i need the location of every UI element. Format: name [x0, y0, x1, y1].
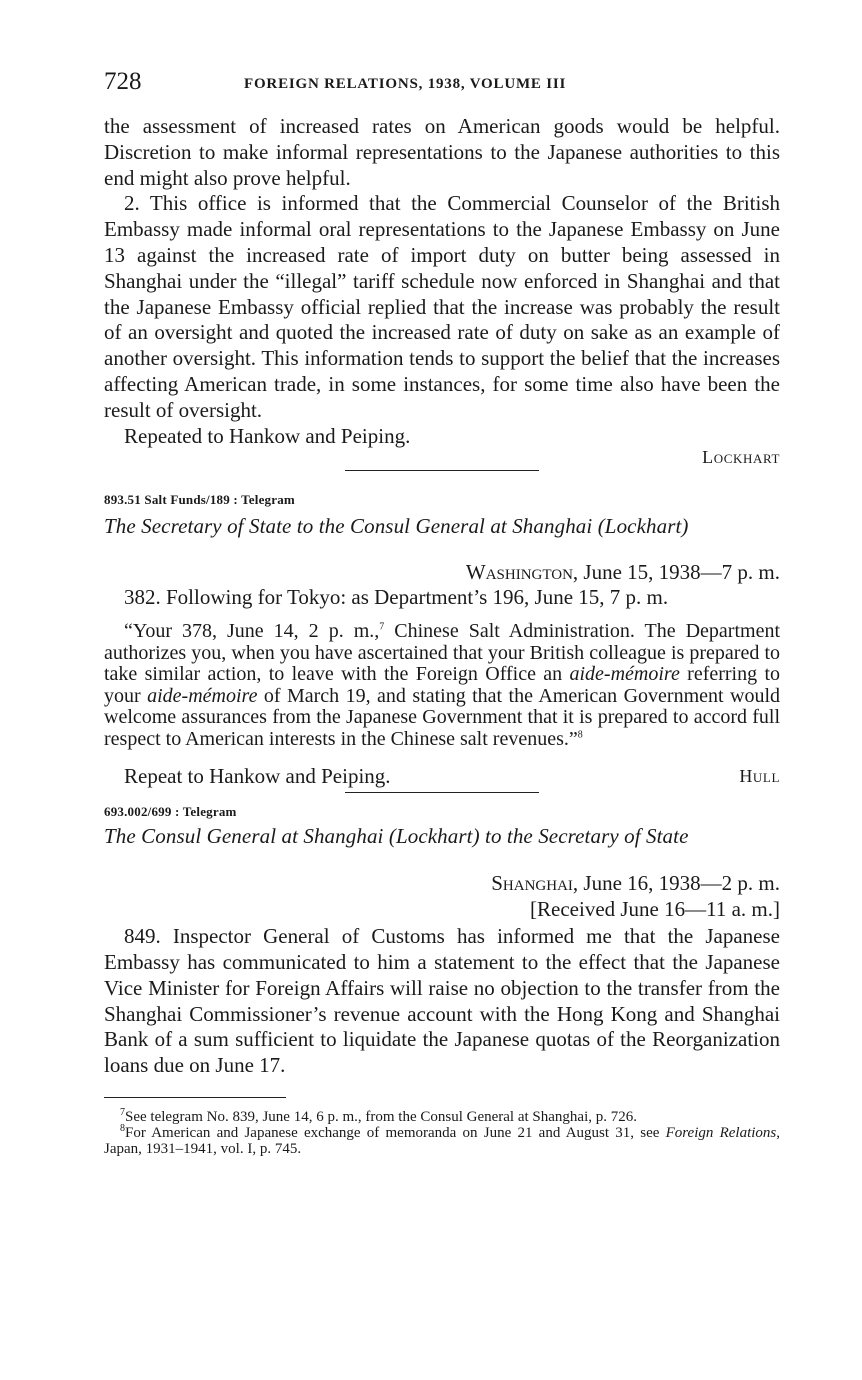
telegram-intro: 382. Following for Tokyo: as Department’s 196, June 15, 7 p. m.	[124, 585, 669, 610]
dateline	[104, 871, 780, 896]
footnote-text: , Japan, 1931–1941, vol. I, p. 745.	[104, 1125, 780, 1157]
repeat-instruction: Repeated to Hankow and Peiping.	[124, 423, 411, 448]
file-reference: 693.002/699 : Telegram	[104, 804, 237, 820]
dateline-place: Shanghai	[491, 871, 573, 896]
footnote-citation-title: Foreign Relations	[665, 1125, 777, 1142]
file-reference: 893.51 Salt Funds/189 : Telegram	[104, 492, 295, 508]
page-number: 728	[104, 68, 142, 95]
dateline	[104, 560, 780, 585]
quote-emphasis: aide-mémoire	[147, 684, 258, 707]
footnote-marker: 7	[120, 1106, 125, 1118]
received-line: [Received June 16—11 a. m.]	[530, 897, 780, 922]
document-page	[104, 60, 780, 1157]
numbered-paragraph-2: 2. This office is informed that the Commercial Counselor of the British Embassy made informal oral representations to the Japanese Embassy on June 13 against the increased rate of import duty on butter being assessed in Shanghai under the “illegal” tariff schedule now enforced in Shanghai and that the Japanese Embassy official replied that the increase was probably the result of an oversight and quoted the increased rate of duty on sake as an example of another oversight. This information tends to support the belief that the increases affecting American trade, in some instances, for some time also have been the result of oversight.	[104, 191, 780, 422]
signature-hull: Hull	[739, 766, 780, 787]
document-heading: The Secretary of State to the Consul General at Shanghai (Lockhart)	[104, 514, 689, 539]
quote-emphasis: aide-mémoire	[569, 663, 680, 686]
repeat-instruction: Repeat to Hankow and Peiping.	[124, 764, 391, 789]
quote-text: “Your 378, June 14, 2 p. m.,	[124, 620, 380, 643]
footnote-text: For American and Japanese exchange of memoranda on June 21 and August 31, see	[125, 1125, 666, 1142]
quoted-instruction	[104, 621, 780, 750]
section-divider	[345, 470, 539, 471]
quote-text: referring to your	[104, 663, 780, 707]
footnote-8	[104, 1123, 780, 1157]
quote-text: of March 19, and stating that the American Government would welcome assurances from the Japanese Government that it is prepared to accord full respect to American interests in the Chinese salt revenues.”	[104, 684, 781, 750]
running-title: FOREIGN RELATIONS, 1938, VOLUME III	[244, 76, 567, 92]
signature-lockhart: Lockhart	[702, 447, 780, 468]
footnote-text: See telegram No. 839, June 14, 6 p. m., from the Consul General at Shanghai, p. 726.	[125, 1108, 637, 1125]
dateline-place: Washington	[465, 560, 573, 585]
footnote-divider	[104, 1097, 286, 1098]
running-head	[104, 60, 780, 100]
footnote-7	[104, 1106, 780, 1126]
repeat-line	[104, 764, 780, 790]
quote-text: Chinese Salt Administration. The Department authorizes you, when you have ascertained that your British colleague is prepared to take similar action, to leave with the Foreign Office an	[104, 620, 780, 686]
footnote-ref-7[interactable]: 7	[379, 621, 385, 633]
dateline-date: , June 16, 1938—2 p. m.	[572, 871, 780, 896]
document-heading: The Consul General at Shanghai (Lockhart) to the Secretary of State	[104, 824, 689, 849]
section-divider	[345, 792, 539, 793]
dateline-date: , June 15, 1938—7 p. m.	[572, 560, 780, 585]
footnote-ref-8[interactable]: 8	[577, 729, 583, 740]
footnote-marker: 8	[120, 1123, 125, 1135]
telegram-body: 849. Inspector General of Customs has informed me that the Japanese Embassy has communicated to him a statement to the effect that the Japanese Vice Minister for Foreign Affairs will raise no objection to the transfer from the Shanghai Commissioner’s revenue account with the Hong Kong and Shanghai Bank of a sum sufficient to liquidate the Japanese quotas of the Reorganization loans due on June 17.	[104, 924, 780, 1078]
continuation-paragraph: the assessment of increased rates on American goods would be helpful. Discretion to make informal representations to the Japanese authorities to this end might also prove helpful.	[104, 114, 780, 190]
